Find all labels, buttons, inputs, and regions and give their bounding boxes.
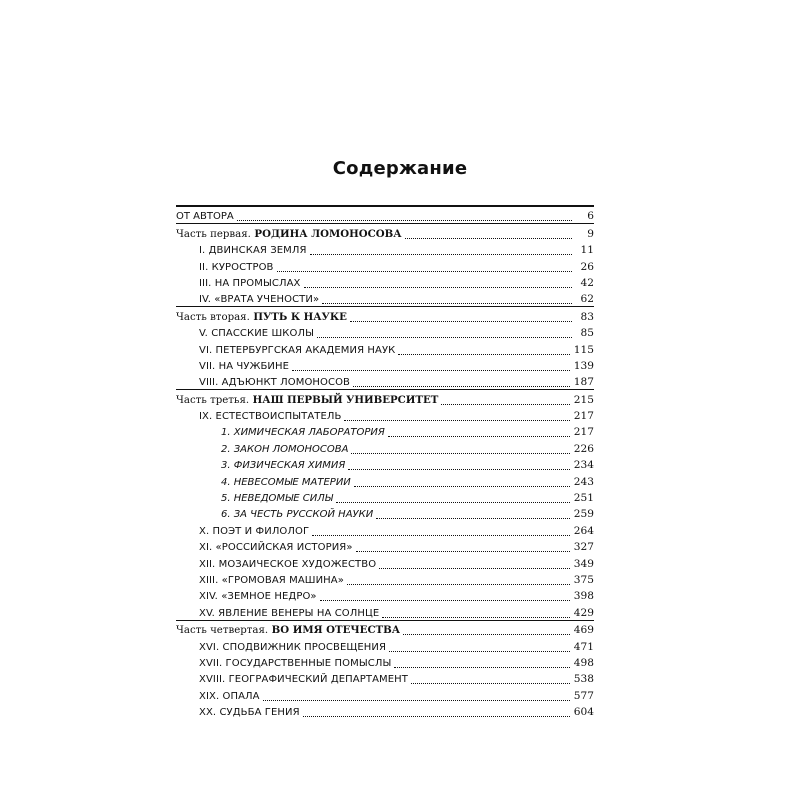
toc-page-number: 42 — [580, 276, 594, 289]
toc-entry-label: XX. СУДЬБА ГЕНИЯ — [199, 707, 300, 719]
toc-page-number: 604 — [573, 706, 594, 719]
dot-leader — [348, 469, 569, 470]
toc-entry-label: XV. ЯВЛЕНИЕ ВЕНЕРЫ НА СОЛНЦЕ — [199, 607, 380, 619]
toc-chapter-entry[interactable] — [176, 554, 594, 570]
toc-entry-label: 2. ЗАКОН ЛОМОНОСОВА — [221, 443, 349, 455]
toc-chapter-entry[interactable] — [176, 538, 594, 554]
toc-entry-label: XI. «РОССИЙСКАЯ ИСТОРИЯ» — [199, 542, 353, 554]
toc-entry-label: XIII. «ГРОМОВАЯ МАШИНА» — [199, 574, 344, 586]
toc-page-number: 251 — [573, 492, 594, 505]
dot-leader — [322, 303, 572, 304]
dot-leader — [303, 716, 570, 717]
toc-entry-label: VI. ПЕТЕРБУРГСКАЯ АКАДЕМИЯ НАУК — [199, 344, 396, 356]
toc-page-number: 577 — [573, 689, 594, 702]
toc-entry-label: 3. ФИЗИЧЕСКАЯ ХИМИЯ — [221, 460, 346, 472]
toc-page-number: 264 — [573, 524, 594, 537]
dot-leader — [292, 370, 570, 371]
toc-entry-label: XII. МОЗАИЧЕСКОЕ ХУДОЖЕСТВО — [199, 558, 377, 570]
dot-leader — [351, 453, 569, 454]
toc-page-number: 469 — [573, 624, 594, 637]
toc-page-number: 83 — [580, 310, 594, 323]
toc-part-heading[interactable] — [176, 389, 594, 406]
dot-leader — [376, 518, 570, 519]
dot-leader — [336, 502, 570, 503]
toc-entry-label: IX. ЕСТЕСТВОИСПЫТАТЕЛЬ — [199, 411, 342, 423]
toc-entry-label: V. СПАССКИЕ ШКОЛЫ — [199, 328, 315, 340]
toc-page-number: 471 — [573, 640, 594, 653]
toc-section-entry[interactable] — [176, 489, 594, 505]
dot-leader — [353, 386, 570, 387]
toc-page-number: 498 — [573, 656, 594, 669]
toc-chapter-entry[interactable] — [176, 571, 594, 587]
dot-leader — [356, 551, 570, 552]
toc-chapter-entry[interactable] — [176, 274, 594, 290]
toc-page-number: 215 — [573, 393, 594, 406]
toc-chapter-entry[interactable] — [176, 703, 594, 719]
toc-chapter-entry[interactable] — [176, 603, 594, 619]
toc-entry-label: XVIII. ГЕОГРАФИЧЕСКИЙ ДЕПАРТАМЕНТ — [199, 674, 408, 686]
toc-chapter-entry[interactable] — [176, 686, 594, 702]
toc-section-entry[interactable] — [176, 472, 594, 488]
dot-leader — [304, 287, 572, 288]
toc-entry-label: XIV. «ЗЕМНОЕ НЕДРО» — [199, 591, 317, 603]
toc-page-number: 234 — [573, 459, 594, 472]
toc-page-number: 139 — [573, 359, 594, 372]
toc-page-number: 349 — [573, 557, 594, 570]
toc-entry-label: ОТ АВТОРА — [176, 211, 234, 223]
toc-section-entry[interactable] — [176, 423, 594, 439]
toc-page-number: 327 — [573, 541, 594, 554]
toc-entry-label: VIII. АДЪЮНКТ ЛОМОНОСОВ — [199, 377, 351, 389]
toc-page-number: 259 — [573, 508, 594, 521]
toc-page-number: 375 — [573, 573, 594, 586]
toc-chapter-entry[interactable] — [176, 637, 594, 653]
toc-page-number: 243 — [573, 475, 594, 488]
dot-leader — [347, 584, 570, 585]
toc-chapter-entry[interactable] — [176, 407, 594, 423]
toc-entry-label: 4. НЕВЕСОМЫЕ МАТЕРИИ — [221, 476, 351, 488]
toc-entry-label: 1. ХИМИЧЕСКАЯ ЛАБОРАТОРИЯ — [221, 427, 385, 439]
toc-entry-label: I. ДВИНСКАЯ ЗЕМЛЯ — [199, 245, 307, 257]
dot-leader — [398, 354, 569, 355]
dot-leader — [382, 617, 570, 618]
toc-part-heading[interactable] — [176, 306, 594, 323]
toc-section-entry[interactable] — [176, 439, 594, 455]
dot-leader — [277, 271, 572, 272]
dot-leader — [263, 700, 570, 701]
toc-entry-label: XVII. ГОСУДАРСТВЕННЫЕ ПОМЫСЛЫ — [199, 657, 392, 669]
dot-leader — [379, 568, 570, 569]
dot-leader — [354, 486, 570, 487]
dot-leader — [394, 667, 569, 668]
toc-chapter-entry[interactable] — [176, 324, 594, 340]
dot-leader — [237, 220, 572, 221]
toc-page-number: 11 — [580, 244, 594, 257]
dot-leader — [441, 404, 569, 405]
toc-entry-label: Часть третья. НАШ ПЕРВЫЙ УНИВЕРСИТЕТ — [176, 393, 439, 406]
toc-part-heading[interactable] — [176, 223, 594, 240]
dot-leader — [312, 535, 570, 536]
dot-leader — [411, 683, 570, 684]
toc-entry-label: Часть вторая. ПУТЬ К НАУКЕ — [176, 310, 347, 323]
toc-page-number: 9 — [587, 227, 594, 240]
toc-page-number: 115 — [573, 343, 594, 356]
toc-page-number: 398 — [573, 590, 594, 603]
toc-chapter-entry[interactable] — [176, 670, 594, 686]
toc-page-number: 429 — [573, 606, 594, 619]
dot-leader — [388, 436, 570, 437]
toc-entry-label: Часть первая. РОДИНА ЛОМОНОСОВА — [176, 227, 402, 240]
toc-entry-label: 6. ЗА ЧЕСТЬ РУССКОЙ НАУКИ — [221, 509, 374, 521]
toc-chapter-entry[interactable] — [176, 373, 594, 389]
dot-leader — [310, 254, 572, 255]
dot-leader — [320, 600, 570, 601]
dot-leader — [405, 238, 572, 239]
toc-page-number: 226 — [573, 442, 594, 455]
toc-section-entry[interactable] — [176, 505, 594, 521]
toc-page-number: 217 — [573, 410, 594, 423]
toc-entry-label: Часть четвертая. ВО ИМЯ ОТЕЧЕСТВА — [176, 624, 401, 637]
toc-page-number: 85 — [580, 327, 594, 340]
toc-chapter-entry[interactable] — [176, 587, 594, 603]
toc-page-number: 187 — [573, 376, 594, 389]
page-title: Содержание — [332, 158, 468, 179]
toc-entry-label: III. НА ПРОМЫСЛАХ — [199, 277, 301, 289]
toc-entry-label: XIX. ОПАЛА — [199, 690, 260, 702]
dot-leader — [389, 651, 570, 652]
toc-page-number: 217 — [573, 426, 594, 439]
toc-section-entry[interactable] — [176, 456, 594, 472]
table-of-contents — [176, 205, 594, 719]
toc-page-number: 62 — [580, 293, 594, 306]
dot-leader — [403, 634, 570, 635]
toc-chapter-entry[interactable] — [176, 654, 594, 670]
toc-part-heading[interactable] — [176, 620, 594, 637]
toc-page-number: 6 — [587, 210, 594, 223]
toc-entry-label: IV. «ВРАТА УЧЕНОСТИ» — [199, 294, 320, 306]
toc-entry-label: X. ПОЭТ И ФИЛОЛОГ — [199, 525, 310, 537]
dot-leader — [317, 337, 572, 338]
toc-chapter-entry[interactable] — [176, 521, 594, 537]
dot-leader — [350, 321, 572, 322]
toc-entry-label: 5. НЕВЕДОМЫЕ СИЛЫ — [221, 493, 333, 505]
toc-chapter-entry[interactable] — [176, 241, 594, 257]
toc-chapter-entry[interactable] — [176, 290, 594, 306]
toc-chapter-entry[interactable] — [176, 340, 594, 356]
toc-entry-preface[interactable] — [176, 205, 594, 223]
toc-chapter-entry[interactable] — [176, 357, 594, 373]
toc-page-number: 538 — [573, 673, 594, 686]
toc-entry-label: VII. НА ЧУЖБИНЕ — [199, 360, 290, 372]
toc-page-number: 26 — [580, 260, 594, 273]
toc-entry-label: XVI. СПОДВИЖНИК ПРОСВЕЩЕНИЯ — [199, 641, 387, 653]
toc-entry-label: II. КУРОСТРОВ — [199, 261, 274, 273]
dot-leader — [344, 420, 569, 421]
toc-chapter-entry[interactable] — [176, 257, 594, 273]
